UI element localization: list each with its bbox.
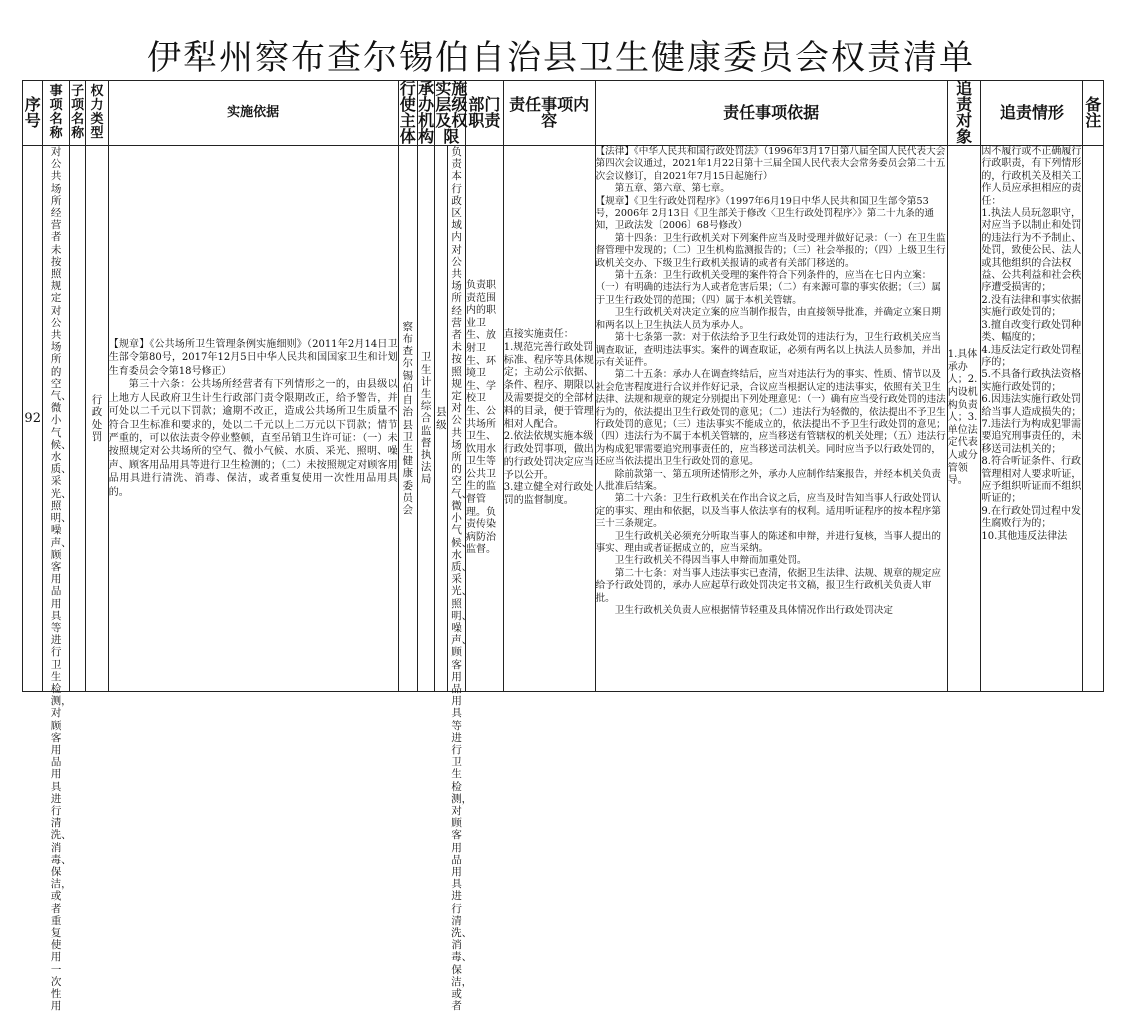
cell-remark	[1083, 146, 1104, 692]
acc-situation-item: 5.不具备行政执法资格实施行政处罚的；	[981, 369, 1081, 393]
basis-paragraph: 第三十六条：公共场所经营者有下列情形之一的，由县级以上地方人民政府卫生计生行政部门责令限期改正，给予警告，并可处以二千元以下罚款；逾期不改正，造成公共场所卫生质量不符合卫生标准和要求的，处以二千元以上二万元以下罚款；情节严重的，可以依法责令停业整顿，直至吊销卫生许可证：（一）未按照规定对公共场所的空气、微小气候、水质、采光、照明、噪声、顾客用品用具等进行卫生检测的；（二）未按照规定对顾客用品用具进行清洗、消毒、保洁，或者重复使用一次性用品用具的。	[108, 379, 398, 498]
col-header-duty-basis: 责任事项依据	[595, 81, 947, 146]
col-header-power-type: 权力类型	[86, 81, 108, 146]
cell-acc-target: 1.具体承办人；2.内设机构负责人；3.单位法定代表人或分管领导。	[947, 146, 981, 692]
page-title: 伊犁州察布查尔锡伯自治县卫生健康委员会权责清单	[147, 38, 975, 78]
table-row	[23, 146, 1104, 692]
duty-basis-paragraph: 卫生行政机关负责人应根据情节轻重及具体情况作出行政处罚决定	[614, 605, 893, 617]
col-header-item-name: 事项名称	[43, 81, 70, 146]
cell-level	[435, 146, 473, 1012]
duty-basis-paragraph: 第二十五条：承办人在调查终结后，应当对违法行为的事实、性质、情节以及社会危害程度进行合议并作好记录，合议应当根据认定的违法事实，依照有关卫生法律、法规和规章的规定分别提出下列处理意见：（一）确有应当受行政处罚的违法行为的，依法提出卫生行政处罚的意见；（二）违法行为轻微的，依法提出不予卫生行政处罚的意见；（三）违法事实不能成立的，依法提出不予卫生行政处罚的意见；（四）违法行为不属于本机关管辖的，应当移送有管辖权的机关处理；（五）违法行为构成犯罪需要追究刑事责任的，应当移送司法机关。同时应当予以行政处罚的，还应当依法提出卫生行政处罚的意见。	[595, 369, 946, 468]
level-description: 负责本行政区域内对公共场所经营者未按照规定对公共场所的空气、微小气候、水质、采光、照明、噪声、顾客用品用具等进行卫生检测，对顾客用品用具进行清洗、消毒、保洁，或者	[451, 146, 473, 1012]
header-row	[23, 81, 1104, 146]
cell-dept-duty: 负责职责范围内的职业卫生、放射卫生、环境卫生、学校卫生、公共场所卫生、饮用水卫生等公共卫生的监督管理。负责传染病防治监督。	[465, 146, 503, 692]
col-header-seq: 序号	[23, 81, 43, 146]
col-header-acc-situation: 追责情形	[981, 81, 1083, 146]
duty-basis-paragraph: 第十四条：卫生行政机关对下列案件应当及时受理并做好记录：（一）在卫生监督管理中发现的；（二）卫生机构监测报告的；（三）社会举报的；（四）上级卫生行政机关交办、下级卫生行政机关报请的或者有关部门移送的。	[595, 232, 946, 269]
acc-situation-item: 10.其他违反法律法	[981, 530, 1068, 542]
cell-undertaker: 卫生计生综合监督执法局	[418, 146, 435, 692]
col-header-acc-target: 追责对象	[947, 81, 981, 146]
cell-duty-content: 直接实施责任： 1.规范完善行政处罚标准、程序等具体规定；主动公示依据、条件、程序、期限以及需要提交的全部材料的目录，便于管理相对人配合。 2.依法依规实施本级行政处罚事项，做出的行政处罚决定应当予以公开。 3.建立健全对行政处罚的监督制度。	[503, 146, 595, 692]
col-header-dept-duty: 部门职责	[465, 81, 503, 146]
col-header-subject: 行使主体	[399, 79, 416, 146]
duty-basis-paragraph: 【规章】《卫生行政处罚程序》（1997年6月19日中华人民共和国卫生部令第53号，2006年 2月13日《卫生部关于修改〈卫生行政处罚程序〉》第二十九条的通知，卫政法发〔2006〕68号修改）	[595, 195, 934, 232]
cell-subject: 察布查尔锡伯自治县卫生健康委员会	[398, 146, 417, 692]
cell-power-type: 行政处罚	[86, 146, 108, 692]
col-header-sub-item: 子项名称	[69, 81, 85, 146]
acc-situation-item: 9.在行政处罚过程中发生腐败行为的；	[981, 505, 1081, 530]
acc-situation-item: 因不履行或不正确履行行政职责，有下列情形的，行政机关及相关工作人员应承担相应的责任：	[981, 146, 1082, 207]
duty-basis-paragraph: 第十七条第一款：对于依法给予卫生行政处罚的违法行为，卫生行政机关应当调查取证，查明违法事实。案件的调查取证，必须有两名以上执法人员参加，并出示有关证件。	[595, 332, 941, 368]
duty-basis-paragraph: 卫生行政机关必须充分听取当事人的陈述和申辩，并进行复核，当事人提出的事实、理由或者证据成立的，应当采纳。	[595, 530, 941, 554]
acc-situation-item: 7.违法行为构成犯罪需要追究刑事责任的，未移送司法机关的；	[981, 418, 1082, 455]
duty-basis-paragraph: 【法律】《中华人民共和国行政处罚法》（1996年3月17日第八届全国人民代表大会第四次会议通过，2021年1月22日第十三届全国人民代表大会常务委员会第二十五次会议修订，自2021年7月15日起施行）	[595, 146, 946, 182]
cell-seq: 92	[23, 146, 43, 692]
cell-item-name: 对公共场所经营者未按照规定对公共场所的空气、微小气候、水质、采光、照明、噪声、顾客用品用具等进行卫生检测，对顾客用品用具进行清洗、消毒、保洁，或者重复使用一次性用	[43, 146, 70, 692]
acc-situation-item: 8.符合听证条件、行政管理相对人要求听证，应予组织听证而不组织听证的；	[981, 456, 1082, 505]
col-header-duty-content: 责任事项内容	[503, 81, 595, 146]
cell-acc-situation	[981, 146, 1083, 692]
acc-situation-item: 3.擅自改变行政处罚种类、幅度的；	[981, 319, 1081, 344]
col-header-basis: 实施依据	[108, 81, 398, 146]
duty-basis-paragraph: 卫生行政机关不得因当事人申辩而加重处罚。	[614, 555, 807, 567]
cell-basis	[108, 146, 398, 692]
duty-basis-paragraph: 卫生行政机关对决定立案的应当制作报告，由直接领导批准，并确定立案日期和两名以上卫生执法人员为承办人。	[595, 307, 941, 331]
power-list-table	[22, 79, 1104, 1012]
duty-basis-paragraph: 第十五条：卫生行政机关受理的案件符合下列条件的，应当在七日内立案：（一）有明确的违法行为人或者危害后果；（二）有来源可靠的事实依据；（三）属于卫生行政处罚的范围；（四）属于本机关管辖。	[595, 270, 941, 306]
level-label: 县级	[436, 406, 447, 431]
duty-basis-paragraph: 除前款第一、第五项所述情形之外，承办人应制作结案报告，并经本机关负责人批准后结案。	[595, 468, 941, 492]
acc-situation-item: 2.没有法律和事实依据实施行政处罚的；	[981, 294, 1081, 319]
acc-situation-item: 4.违反法定行政处罚程序的；	[981, 344, 1081, 368]
duty-basis-paragraph: 第五章、第六章、第七章。	[614, 183, 730, 195]
duty-basis-paragraph: 第二十七条：对当事人违法事实已查清，依据卫生法律、法规、规章的规定应给予行政处罚的，承办人应起草行政处罚决定书文稿，报卫生行政机关负责人审批。	[595, 567, 941, 604]
cell-sub-item	[69, 146, 85, 692]
duty-basis-paragraph: 第二十六条：卫生行政机关在作出合议之后，应当及时告知当事人行政处罚认定的事实、理由和依据，以及当事人依法享有的权利。适用听证程序的按本程序第三十三条规定。	[595, 493, 941, 530]
cell-duty-basis	[595, 146, 947, 692]
col-header-level: 实施层级及权限	[435, 79, 468, 146]
col-header-remark: 备注	[1083, 81, 1104, 146]
acc-situation-item: 1.执法人员玩忽职守，对应当予以制止和处罚的违法行为不予制止、处罚，致使公民、法人或其他组织的合法权益、公共利益和社会秩序遭受损害的；	[981, 208, 1082, 294]
col-header-undertaker: 承办机构	[418, 79, 435, 146]
basis-paragraph: 【规章】《公共场所卫生管理条例实施细则》（2011年2月14日卫生部令第80号，2017年12月5日中华人民共和国国家卫生和计划生育委员会令第18号修正）	[108, 339, 398, 377]
acc-situation-item: 6.因违法实施行政处罚给当事人造成损失的；	[981, 394, 1082, 418]
